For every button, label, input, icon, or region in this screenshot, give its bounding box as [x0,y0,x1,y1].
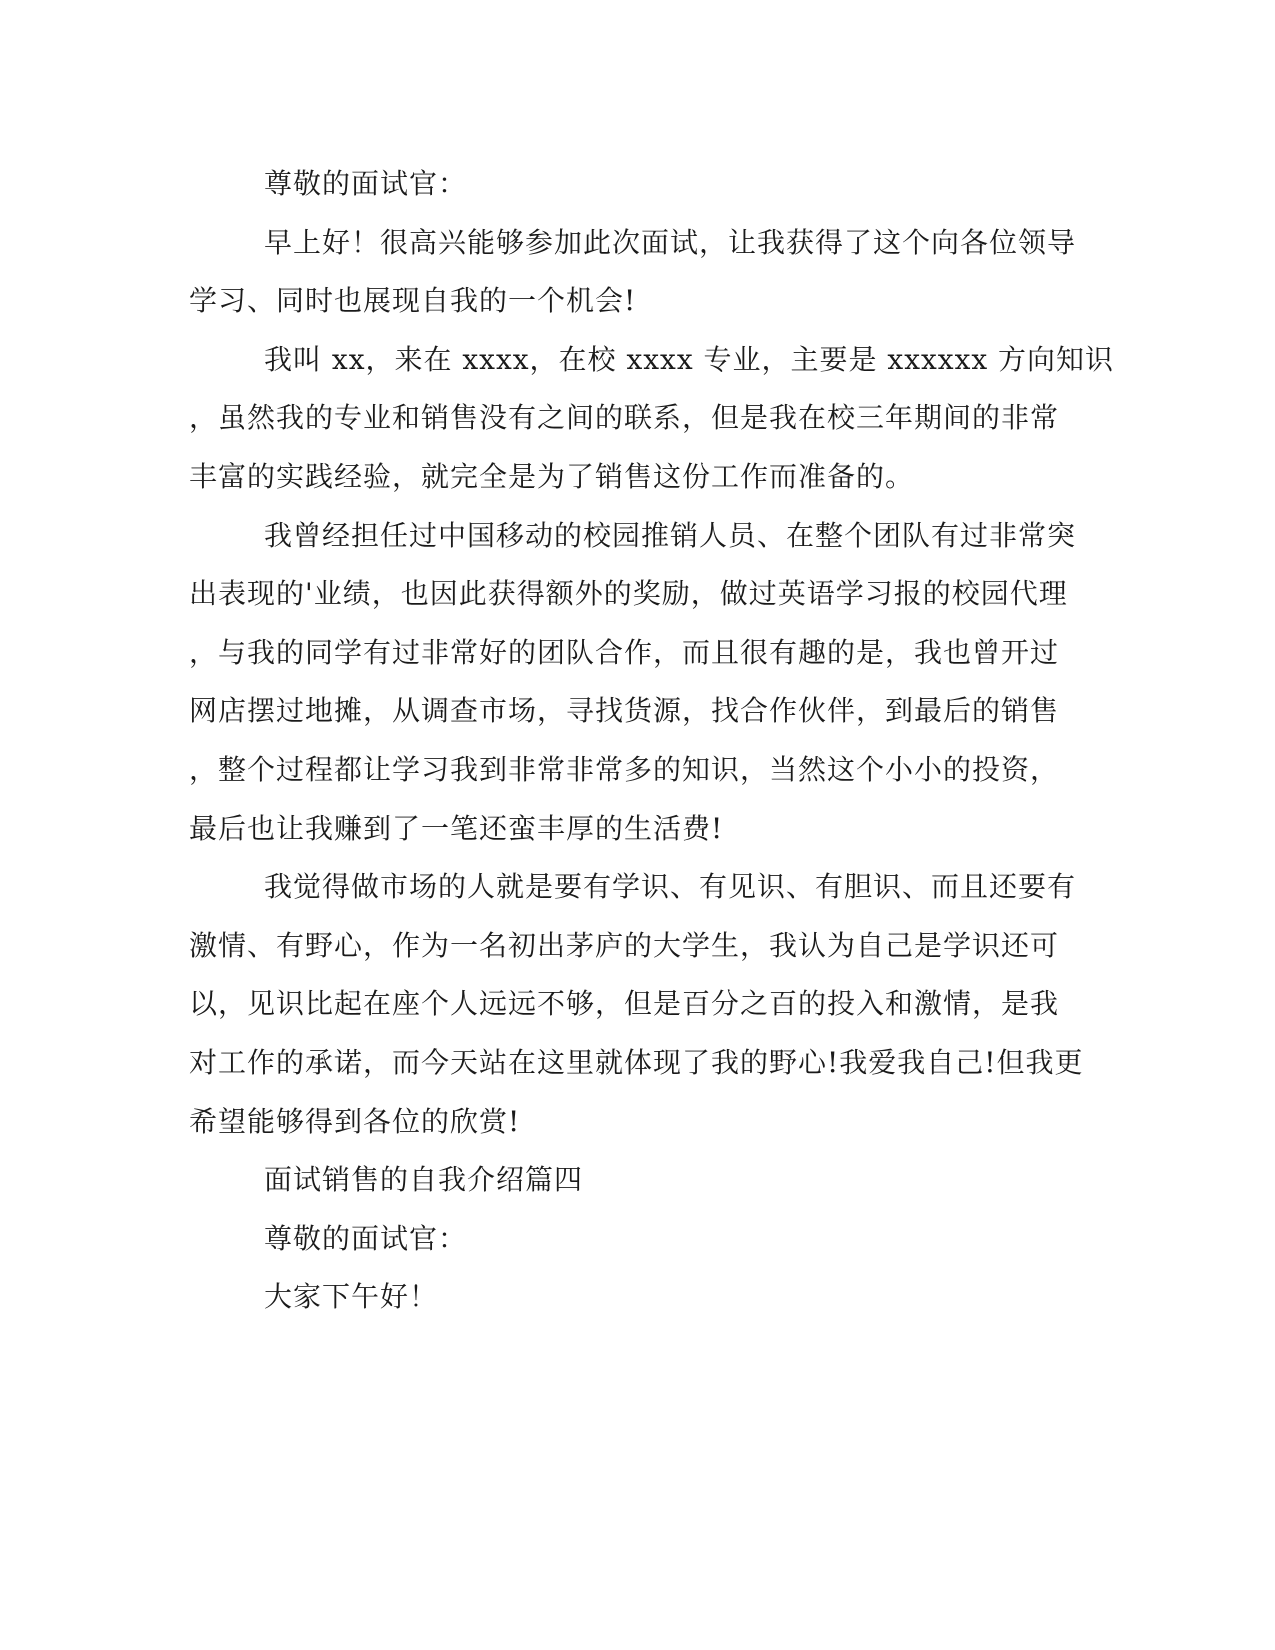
text-line: 学习、同时也展现自我的一个机会! [189,284,637,318]
text-line: 我曾经担任过中国移动的校园推销人员、在整个团队有过非常突 [264,518,1077,552]
text-line: 尊敬的面试官： [264,167,468,200]
section-title [189,1151,1079,1210]
section-heading: 面试销售的自我介绍篇四 [264,1163,584,1197]
experience-paragraph [189,507,1079,859]
text-line: ，整个过程都让学习我到非常非常多的知识，当然这个小小的投资， [189,752,1060,786]
attitude-paragraph [189,858,1084,1151]
text-line: 对工作的承诺，而今天站在这里就体现了我的野心!我爱我自己!但我更 [189,1045,1084,1079]
text-line: 最后也让我赚到了一笔还蛮丰厚的生活费! [189,811,724,845]
background-paragraph [189,331,1115,507]
text-line: ，虽然我的专业和销售没有之间的联系，但是我在校三年期间的非常 [189,401,1060,435]
text-line: 以，见识比起在座个人远远不够，但是百分之百的投入和激情，是我 [189,987,1060,1021]
greeting-paragraph [189,155,1079,214]
text-line: 我觉得做市场的人就是要有学识、有见识、有胆识、而且还要有 [264,870,1077,904]
text-line: 早上好！很高兴能够参加此次面试，让我获得了这个向各位领导 [264,225,1077,259]
text-line: 大家下午好！ [264,1280,439,1314]
text-line: 激情、有野心，作为一名初出茅庐的大学生，我认为自己是学识还可 [189,928,1060,962]
text-line: 我叫 xx，来在 xxxx，在校 xxxx 专业，主要是 xxxxxx 方向知识 [264,342,1115,376]
afternoon-greeting-paragraph [189,1268,1079,1327]
text-line: 出表现的'业绩，也因此获得额外的奖励，做过英语学习报的校园代理 [189,577,1068,611]
text-line: ，与我的同学有过非常好的团队合作，而且很有趣的是，我也曾开过 [189,635,1060,669]
opening-paragraph [189,214,1079,331]
document-body [189,155,1115,1327]
text-line: 网店摆过地摊，从调查市场，寻找货源，找合作伙伴，到最后的销售 [189,694,1060,728]
text-line: 丰富的实践经验，就完全是为了销售这份工作而准备的。 [189,459,915,493]
second-greeting-paragraph [189,1210,1079,1269]
text-line: 希望能够得到各位的欣赏! [189,1104,521,1138]
text-line: 尊敬的面试官： [264,1221,468,1255]
